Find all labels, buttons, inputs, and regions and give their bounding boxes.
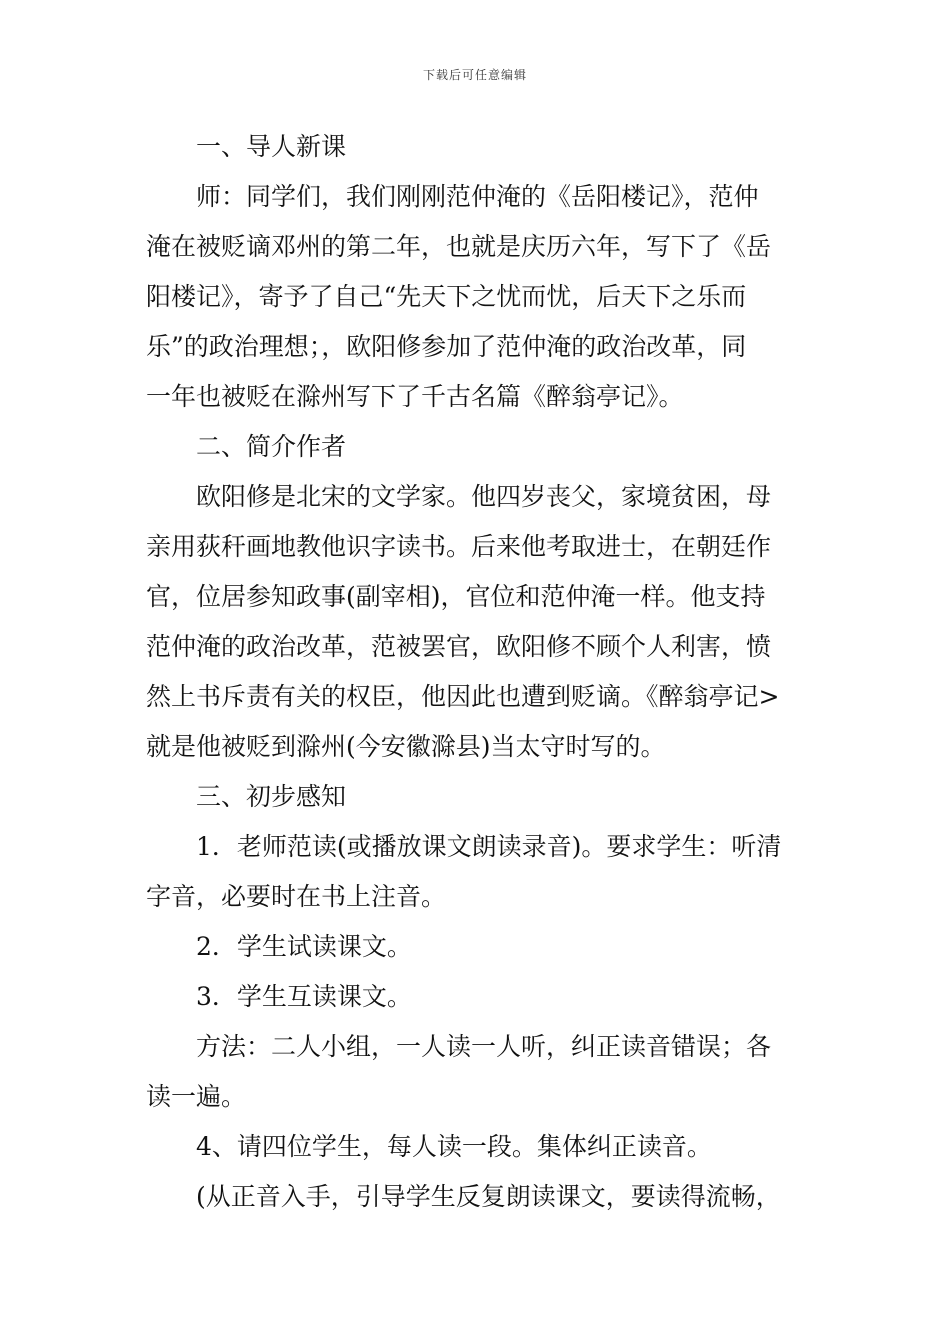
paragraph [146,922,808,972]
text-line: 读一遍。 [146,1082,247,1111]
text-line: 然上书斥责有关的权臣，他因此也遭到贬谪。《醉翁亭记> [146,682,780,711]
text-line: 欧阳修是北宋的文学家。他四岁丧父，家境贫困，母 [196,482,772,511]
section-heading [146,422,808,472]
text-line: 一、导人新课 [196,132,347,161]
page-header: 下载后可任意编辑 [422,68,527,82]
paragraph [146,1022,808,1122]
section-heading [146,122,808,172]
text-line: 三、初步感知 [196,782,347,811]
text-line: 范仲淹的政治改革，范被罢官，欧阳修不顾个人利害，愤 [146,632,772,661]
text-line: 亲用荻秆画地教他识字读书。后来他考取进士，在朝廷作 [146,532,772,561]
text-line: 一年也被贬在滁州写下了千古名篇《醉翁亭记》。 [146,382,684,411]
text-line: 淹在被贬谪邓州的第二年，也就是庆历六年，写下了《岳 [146,232,772,261]
paragraph [146,822,808,922]
paragraph [146,972,808,1022]
document-body [146,122,808,1222]
text-line: 乐”的政治理想；，欧阳修参加了范仲淹的政治改革，同 [146,332,747,361]
text-line: 1．老师范读(或播放课文朗读录音)。要求学生：听清 [196,832,782,861]
text-line: 字音，必要时在书上注音。 [146,882,447,911]
text-line: 方法：二人小组，一人读一人听，纠正读音错误；各 [196,1032,772,1061]
paragraph [146,1172,808,1222]
text-line: (从正音入手，引导学生反复朗读课文，要读得流畅， [196,1182,781,1211]
text-line: 师：同学们，我们刚刚范仲淹的《岳阳楼记》，范仲 [196,182,759,211]
text-line: 就是他被贬到滁州(今安徽滁县)当太守时写的。 [146,732,666,761]
text-line: 官，位居参知政事(副宰相)，官位和范仲淹一样。他支持 [146,582,766,611]
paragraph [146,1122,808,1172]
text-line: 3．学生互读课文。 [196,982,412,1011]
text-line: 二、简介作者 [196,432,347,461]
paragraph [146,172,808,422]
text-line: 阳楼记》，寄予了自己“先天下之忧而忧，后天下之乐而 [146,282,747,311]
text-line: 4、请四位学生，每人读一段。集体纠正读音。 [196,1132,712,1161]
text-line: 2．学生试读课文。 [196,932,412,961]
section-heading [146,772,808,822]
paragraph [146,472,808,772]
